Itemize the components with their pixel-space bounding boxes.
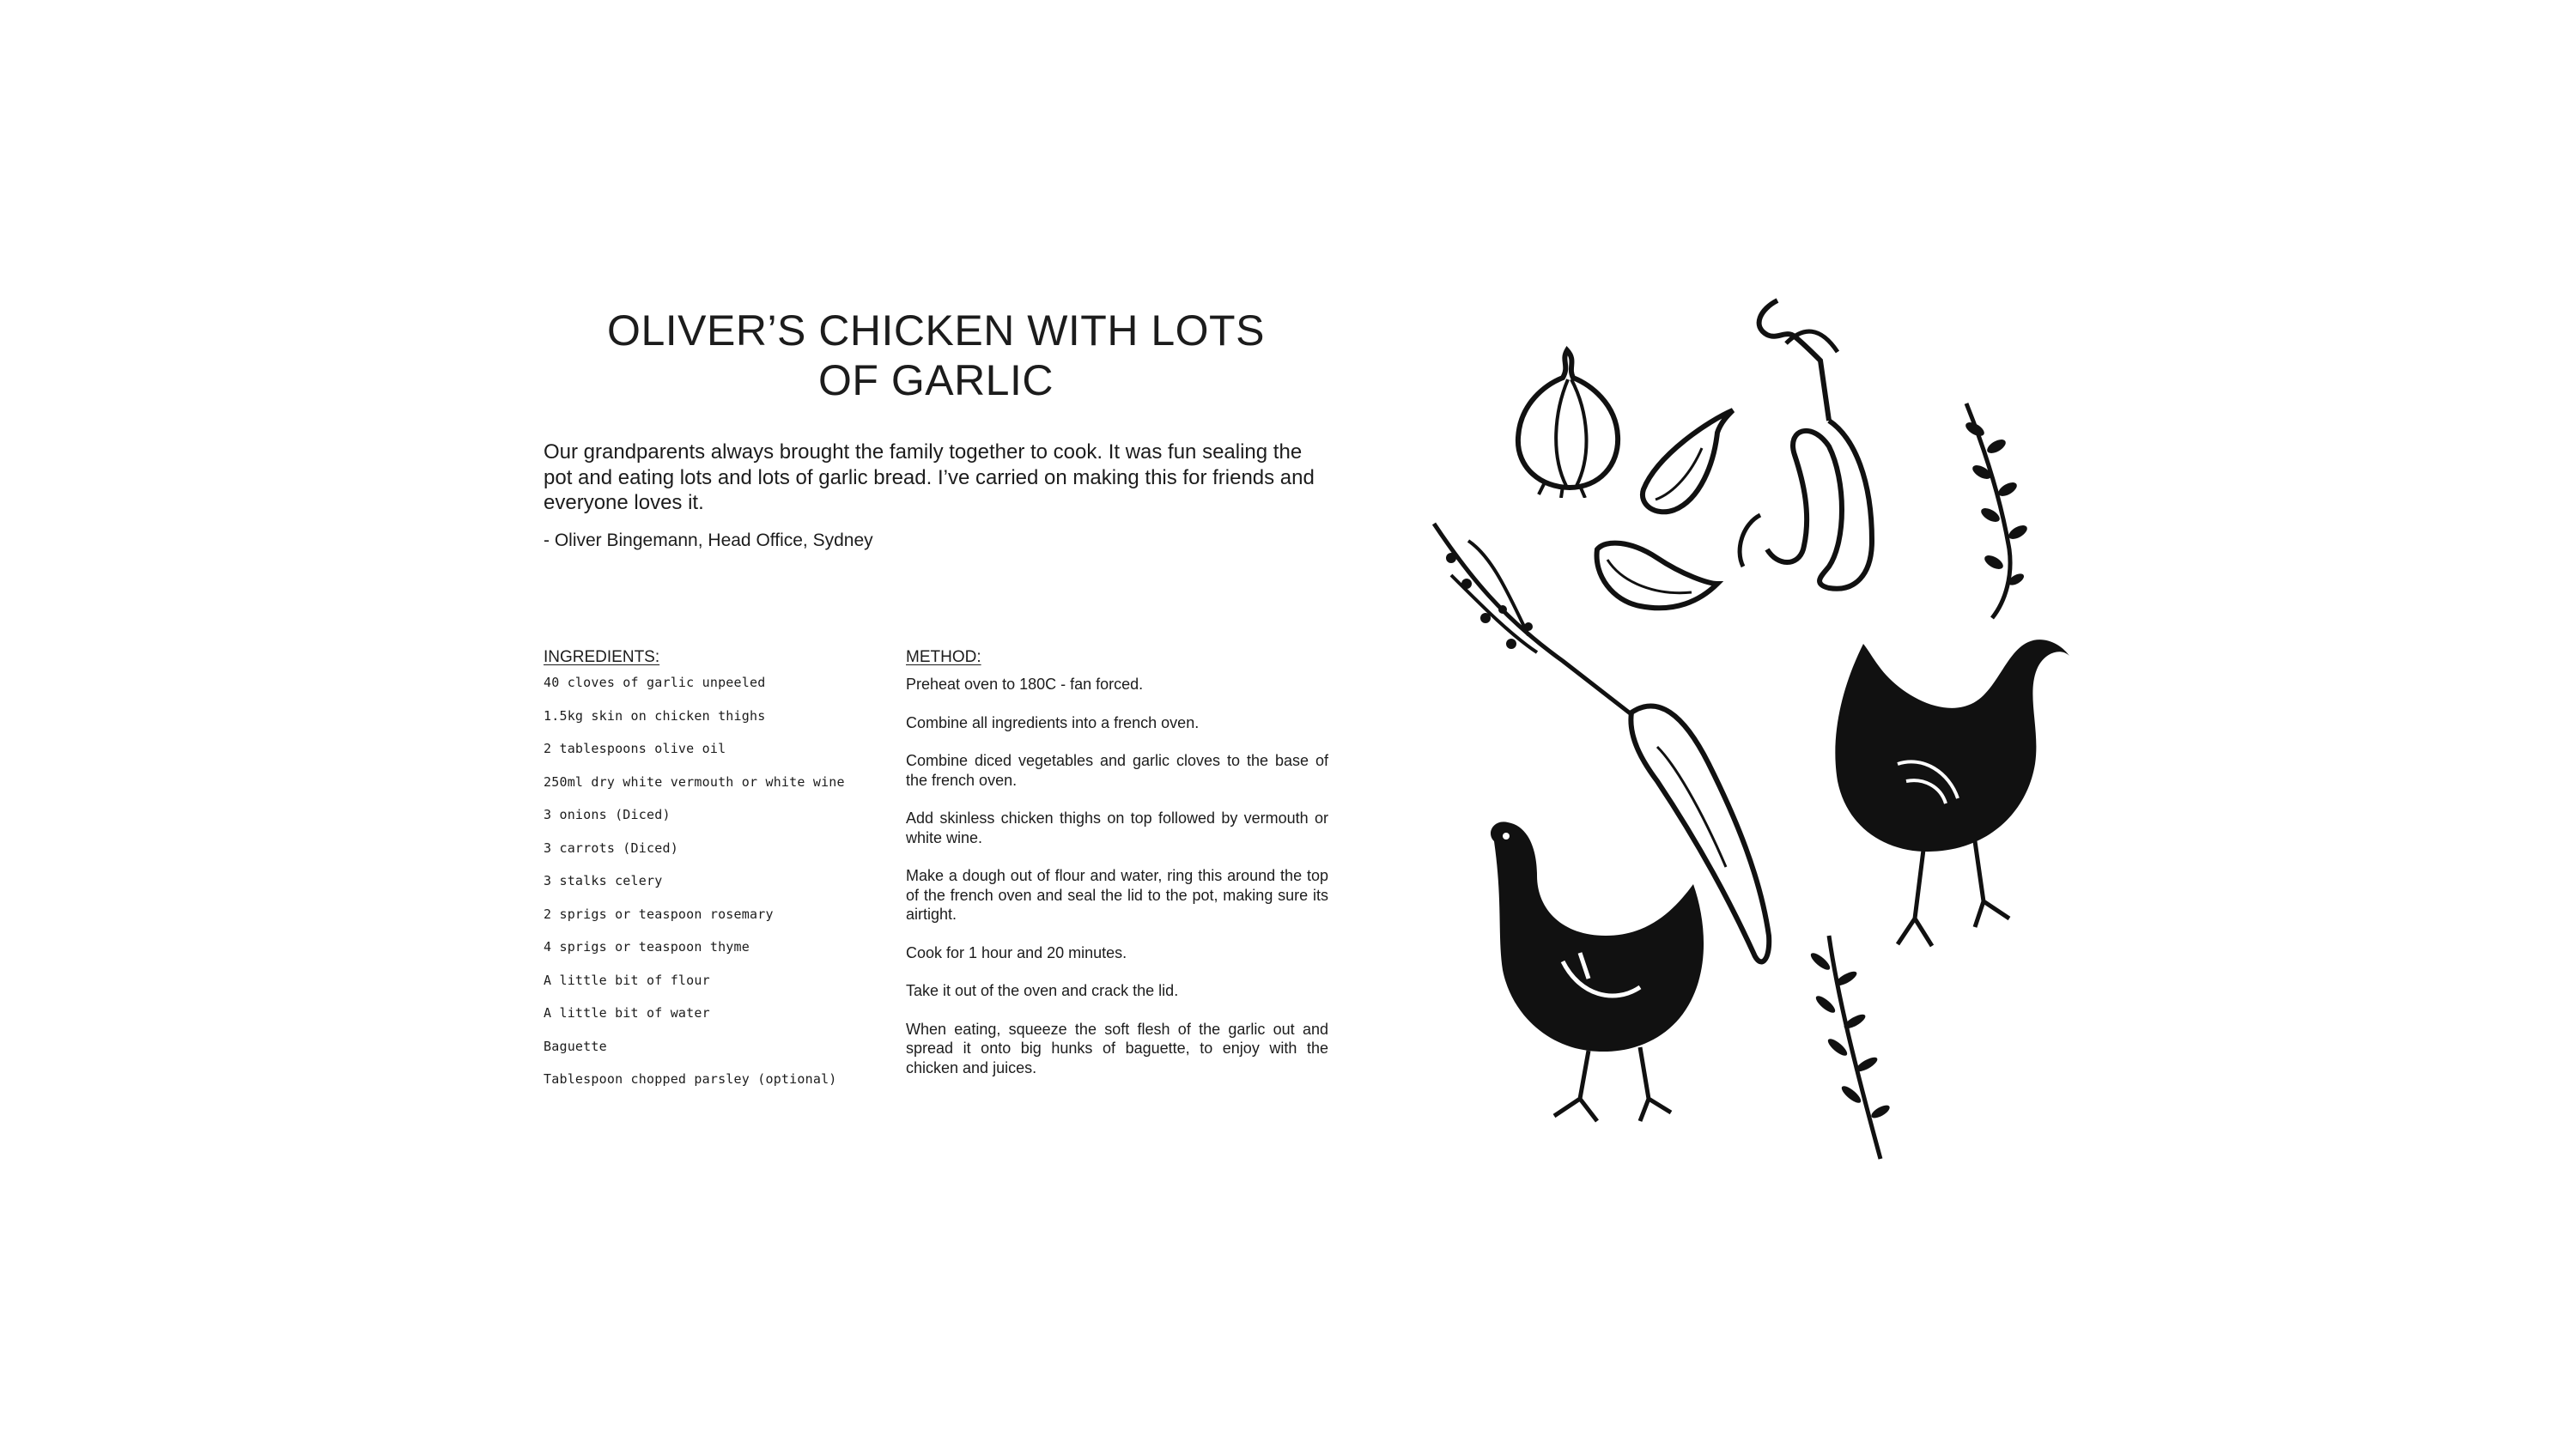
method-step: Make a dough out of flour and water, ring this around the top of the french oven and seal the lid to the pot, making sure its airtight. <box>906 867 1328 923</box>
title-line-2: OF GARLIC <box>818 356 1054 404</box>
method-step: Combine all ingredients into a french oven. <box>906 713 1200 731</box>
method-step: Add skinless chicken thighs on top followed by vermouth or white wine. <box>906 809 1328 846</box>
ingredient-item: 3 carrots (Diced) <box>544 840 678 856</box>
method-steps <box>906 675 1328 1077</box>
ingredient-item: 4 sprigs or teaspoon thyme <box>544 939 750 955</box>
title-line-1: OLIVER’S CHICKEN WITH LOTS <box>607 306 1265 355</box>
ingredient-item: 250ml dry white vermouth or white wine <box>544 773 845 790</box>
ingredient-item: 2 tablespoons olive oil <box>544 741 726 756</box>
method-heading: METHOD: <box>906 648 981 666</box>
ingredient-item: Tablespoon chopped parsley (optional) <box>544 1071 837 1087</box>
method-step: When eating, squeeze the soft flesh of the garlic out and spread it onto big hunks of baguette, to enjoy with the chicken and juices. <box>906 1020 1328 1076</box>
thyme-sprig-icon <box>1949 395 2035 627</box>
method-step: Combine diced vegetables and garlic cloves to the base of the french oven. <box>906 752 1328 789</box>
garlic-bulb-icon <box>1494 343 1640 498</box>
recipe-body <box>544 647 1328 1128</box>
ingredients-heading: INGREDIENTS: <box>544 648 660 666</box>
method-step: Cook for 1 hour and 20 minutes. <box>906 943 1127 961</box>
hen-icon <box>1812 627 2078 961</box>
method-section <box>906 647 1328 1096</box>
illustration-cluster <box>1400 283 2069 1167</box>
ingredient-item: Baguette <box>544 1038 607 1054</box>
recipe-attribution: - Oliver Bingemann, Head Office, Sydney <box>544 530 873 550</box>
ingredient-item: A little bit of water <box>544 1005 710 1021</box>
hen-icon <box>1468 807 1726 1133</box>
recipe-intro: Our grandparents always brought the family together to cook. It was fun sealing the pot and eating lots and lots of garlic bread. I’ve carried on making this for friends and everyone loves it. <box>544 440 1315 514</box>
ingredient-item: 2 sprigs or teaspoon rosemary <box>544 906 774 922</box>
ingredient-item: 3 onions (Diced) <box>544 807 671 822</box>
recipe-header <box>544 306 1328 552</box>
ingredient-item: 40 cloves of garlic unpeeled <box>544 675 766 690</box>
method-step: Take it out of the oven and crack the lid. <box>906 982 1179 999</box>
ingredient-item: 3 stalks celery <box>544 873 663 888</box>
method-step: Preheat oven to 180C - fan forced. <box>906 676 1144 693</box>
page-title <box>544 306 1328 405</box>
rosemary-sprig-icon <box>1795 927 1906 1167</box>
ingredients-list <box>544 675 853 1088</box>
ingredient-item: 1.5kg skin on chicken thighs <box>544 707 766 724</box>
ingredient-item: A little bit of flour <box>544 972 710 988</box>
ingredients-section <box>544 647 853 1105</box>
